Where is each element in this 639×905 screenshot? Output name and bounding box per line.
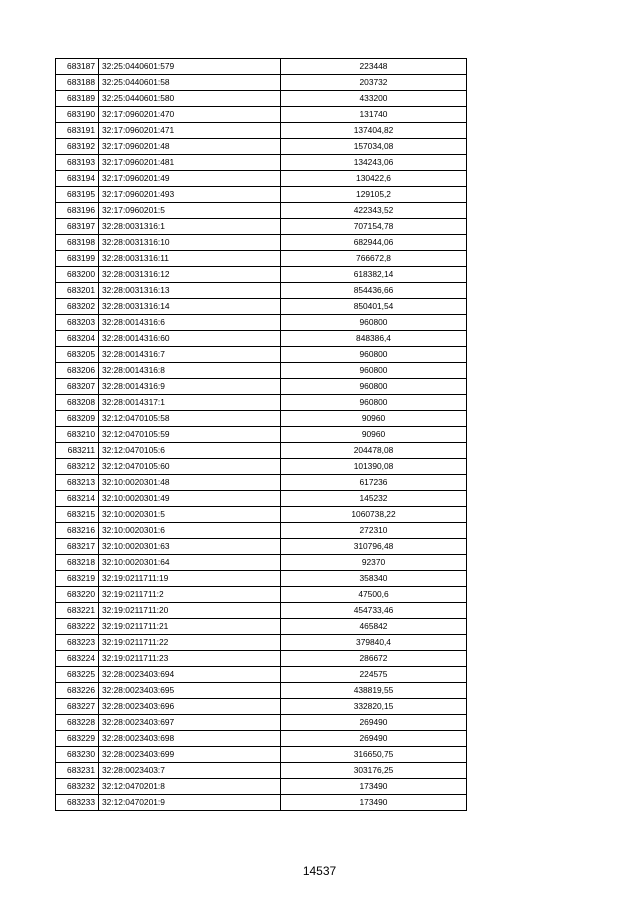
table-row	[56, 395, 467, 411]
value-cell: 286672	[281, 651, 467, 667]
value-cell: 101390,08	[281, 459, 467, 475]
cadastral-number-cell: 32:12:0470105:6	[99, 443, 281, 459]
value-cell: 618382,14	[281, 267, 467, 283]
cadastral-number-cell: 32:10:0020301:49	[99, 491, 281, 507]
table-row	[56, 155, 467, 171]
value-cell: 145232	[281, 491, 467, 507]
row-number-cell: 683196	[56, 203, 99, 219]
cadastral-number-cell: 32:28:0014316:60	[99, 331, 281, 347]
cadastral-number-cell: 32:25:0440601:58	[99, 75, 281, 91]
cadastral-number-cell: 32:10:0020301:5	[99, 507, 281, 523]
cadastral-number-cell: 32:28:0031316:1	[99, 219, 281, 235]
value-cell: 682944,06	[281, 235, 467, 251]
table-row	[56, 523, 467, 539]
row-number-cell: 683193	[56, 155, 99, 171]
cadastral-value-table	[55, 58, 467, 811]
table-row	[56, 587, 467, 603]
cadastral-number-cell: 32:19:0211711:20	[99, 603, 281, 619]
cadastral-number-cell: 32:10:0020301:63	[99, 539, 281, 555]
row-number-cell: 683206	[56, 363, 99, 379]
cadastral-number-cell: 32:10:0020301:6	[99, 523, 281, 539]
cadastral-number-cell: 32:19:0211711:21	[99, 619, 281, 635]
table-row	[56, 363, 467, 379]
value-cell: 766672,8	[281, 251, 467, 267]
value-cell: 92370	[281, 555, 467, 571]
value-cell: 850401,54	[281, 299, 467, 315]
row-number-cell: 683218	[56, 555, 99, 571]
row-number-cell: 683213	[56, 475, 99, 491]
row-number-cell: 683191	[56, 123, 99, 139]
table-row	[56, 459, 467, 475]
table-row	[56, 507, 467, 523]
value-cell: 203732	[281, 75, 467, 91]
cadastral-number-cell: 32:12:0470105:59	[99, 427, 281, 443]
value-cell: 465842	[281, 619, 467, 635]
table-row	[56, 731, 467, 747]
table-body	[56, 59, 467, 811]
row-number-cell: 683215	[56, 507, 99, 523]
row-number-cell: 683214	[56, 491, 99, 507]
value-cell: 454733,46	[281, 603, 467, 619]
row-number-cell: 683220	[56, 587, 99, 603]
page-number: 14537	[302, 864, 337, 878]
row-number-cell: 683187	[56, 59, 99, 75]
cadastral-number-cell: 32:25:0440601:580	[99, 91, 281, 107]
row-number-cell: 683202	[56, 299, 99, 315]
row-number-cell: 683221	[56, 603, 99, 619]
cadastral-number-cell: 32:10:0020301:48	[99, 475, 281, 491]
row-number-cell: 683204	[56, 331, 99, 347]
row-number-cell: 683201	[56, 283, 99, 299]
table-row	[56, 347, 467, 363]
table-row	[56, 379, 467, 395]
value-cell: 90960	[281, 427, 467, 443]
cadastral-number-cell: 32:12:0470105:58	[99, 411, 281, 427]
cadastral-number-cell: 32:28:0031316:13	[99, 283, 281, 299]
table-row	[56, 251, 467, 267]
value-cell: 707154,78	[281, 219, 467, 235]
cadastral-number-cell: 32:17:0960201:470	[99, 107, 281, 123]
value-cell: 854436,66	[281, 283, 467, 299]
value-cell: 960800	[281, 363, 467, 379]
cadastral-number-cell: 32:17:0960201:481	[99, 155, 281, 171]
row-number-cell: 683200	[56, 267, 99, 283]
cadastral-number-cell: 32:28:0023403:697	[99, 715, 281, 731]
value-cell: 272310	[281, 523, 467, 539]
table-row	[56, 331, 467, 347]
value-cell: 358340	[281, 571, 467, 587]
value-cell: 848386,4	[281, 331, 467, 347]
table-row	[56, 491, 467, 507]
table-row	[56, 667, 467, 683]
cadastral-number-cell: 32:19:0211711:22	[99, 635, 281, 651]
cadastral-number-cell: 32:28:0023403:694	[99, 667, 281, 683]
value-cell: 1060738,22	[281, 507, 467, 523]
table-row	[56, 187, 467, 203]
cadastral-number-cell: 32:12:0470105:60	[99, 459, 281, 475]
row-number-cell: 683217	[56, 539, 99, 555]
table-row	[56, 555, 467, 571]
cadastral-number-cell: 32:17:0960201:5	[99, 203, 281, 219]
value-cell: 379840,4	[281, 635, 467, 651]
value-cell: 422343,52	[281, 203, 467, 219]
row-number-cell: 683203	[56, 315, 99, 331]
row-number-cell: 683231	[56, 763, 99, 779]
cadastral-number-cell: 32:28:0014316:6	[99, 315, 281, 331]
value-cell: 90960	[281, 411, 467, 427]
row-number-cell: 683212	[56, 459, 99, 475]
row-number-cell: 683226	[56, 683, 99, 699]
row-number-cell: 683209	[56, 411, 99, 427]
table-row	[56, 427, 467, 443]
row-number-cell: 683192	[56, 139, 99, 155]
table-row	[56, 203, 467, 219]
table-row	[56, 651, 467, 667]
cadastral-number-cell: 32:28:0031316:14	[99, 299, 281, 315]
cadastral-number-cell: 32:28:0023403:698	[99, 731, 281, 747]
table-row	[56, 75, 467, 91]
table-row	[56, 315, 467, 331]
row-number-cell: 683208	[56, 395, 99, 411]
cadastral-number-cell: 32:12:0470201:8	[99, 779, 281, 795]
cadastral-number-cell: 32:17:0960201:471	[99, 123, 281, 139]
row-number-cell: 683219	[56, 571, 99, 587]
table-row	[56, 635, 467, 651]
row-number-cell: 683233	[56, 795, 99, 811]
table-row	[56, 123, 467, 139]
value-cell: 960800	[281, 315, 467, 331]
table-row	[56, 107, 467, 123]
row-number-cell: 683189	[56, 91, 99, 107]
row-number-cell: 683227	[56, 699, 99, 715]
value-cell: 960800	[281, 379, 467, 395]
table-row	[56, 619, 467, 635]
row-number-cell: 683188	[56, 75, 99, 91]
cadastral-number-cell: 32:28:0031316:12	[99, 267, 281, 283]
table-row	[56, 571, 467, 587]
cadastral-number-cell: 32:28:0014317:1	[99, 395, 281, 411]
table-row	[56, 219, 467, 235]
table-row	[56, 171, 467, 187]
row-number-cell: 683230	[56, 747, 99, 763]
row-number-cell: 683216	[56, 523, 99, 539]
row-number-cell: 683194	[56, 171, 99, 187]
row-number-cell: 683232	[56, 779, 99, 795]
row-number-cell: 683225	[56, 667, 99, 683]
row-number-cell: 683197	[56, 219, 99, 235]
row-number-cell: 683228	[56, 715, 99, 731]
cadastral-number-cell: 32:17:0960201:49	[99, 171, 281, 187]
cadastral-number-cell: 32:17:0960201:48	[99, 139, 281, 155]
cadastral-number-cell: 32:19:0211711:2	[99, 587, 281, 603]
cadastral-number-cell: 32:25:0440601:579	[99, 59, 281, 75]
value-cell: 223448	[281, 59, 467, 75]
cadastral-number-cell: 32:28:0031316:10	[99, 235, 281, 251]
cadastral-number-cell: 32:28:0023403:696	[99, 699, 281, 715]
value-cell: 303176,25	[281, 763, 467, 779]
value-cell: 130422,6	[281, 171, 467, 187]
value-cell: 433200	[281, 91, 467, 107]
table-row	[56, 91, 467, 107]
cadastral-number-cell: 32:17:0960201:493	[99, 187, 281, 203]
table-row	[56, 235, 467, 251]
table-row	[56, 443, 467, 459]
table-row	[56, 299, 467, 315]
cadastral-number-cell: 32:28:0023403:695	[99, 683, 281, 699]
value-cell: 173490	[281, 779, 467, 795]
value-cell: 617236	[281, 475, 467, 491]
cadastral-number-cell: 32:19:0211711:23	[99, 651, 281, 667]
value-cell: 204478,08	[281, 443, 467, 459]
value-cell: 269490	[281, 715, 467, 731]
table-row	[56, 603, 467, 619]
cadastral-number-cell: 32:28:0023403:7	[99, 763, 281, 779]
value-cell: 157034,08	[281, 139, 467, 155]
value-cell: 269490	[281, 731, 467, 747]
table-row	[56, 795, 467, 811]
row-number-cell: 683229	[56, 731, 99, 747]
row-number-cell: 683195	[56, 187, 99, 203]
table-row	[56, 267, 467, 283]
table-row	[56, 539, 467, 555]
value-cell: 173490	[281, 795, 467, 811]
value-cell: 960800	[281, 395, 467, 411]
cadastral-number-cell: 32:19:0211711:19	[99, 571, 281, 587]
value-cell: 438819,55	[281, 683, 467, 699]
cadastral-number-cell: 32:28:0023403:699	[99, 747, 281, 763]
row-number-cell: 683190	[56, 107, 99, 123]
value-cell: 960800	[281, 347, 467, 363]
table-row	[56, 283, 467, 299]
row-number-cell: 683222	[56, 619, 99, 635]
table-row	[56, 779, 467, 795]
table-row	[56, 763, 467, 779]
table-row	[56, 747, 467, 763]
table-row	[56, 699, 467, 715]
cadastral-number-cell: 32:12:0470201:9	[99, 795, 281, 811]
value-cell: 131740	[281, 107, 467, 123]
cadastral-number-cell: 32:28:0014316:9	[99, 379, 281, 395]
cadastral-number-cell: 32:28:0031316:11	[99, 251, 281, 267]
row-number-cell: 683223	[56, 635, 99, 651]
cadastral-number-cell: 32:10:0020301:64	[99, 555, 281, 571]
value-cell: 134243,06	[281, 155, 467, 171]
table-row	[56, 475, 467, 491]
row-number-cell: 683211	[56, 443, 99, 459]
value-cell: 310796,48	[281, 539, 467, 555]
table-row	[56, 715, 467, 731]
value-cell: 316650,75	[281, 747, 467, 763]
table-row	[56, 59, 467, 75]
value-cell: 137404,82	[281, 123, 467, 139]
cadastral-number-cell: 32:28:0014316:7	[99, 347, 281, 363]
row-number-cell: 683199	[56, 251, 99, 267]
row-number-cell: 683205	[56, 347, 99, 363]
table-row	[56, 139, 467, 155]
table-row	[56, 411, 467, 427]
value-cell: 129105,2	[281, 187, 467, 203]
value-cell: 332820,15	[281, 699, 467, 715]
value-cell: 224575	[281, 667, 467, 683]
row-number-cell: 683210	[56, 427, 99, 443]
row-number-cell: 683198	[56, 235, 99, 251]
cadastral-number-cell: 32:28:0014316:8	[99, 363, 281, 379]
row-number-cell: 683207	[56, 379, 99, 395]
value-cell: 47500,6	[281, 587, 467, 603]
row-number-cell: 683224	[56, 651, 99, 667]
table-row	[56, 683, 467, 699]
